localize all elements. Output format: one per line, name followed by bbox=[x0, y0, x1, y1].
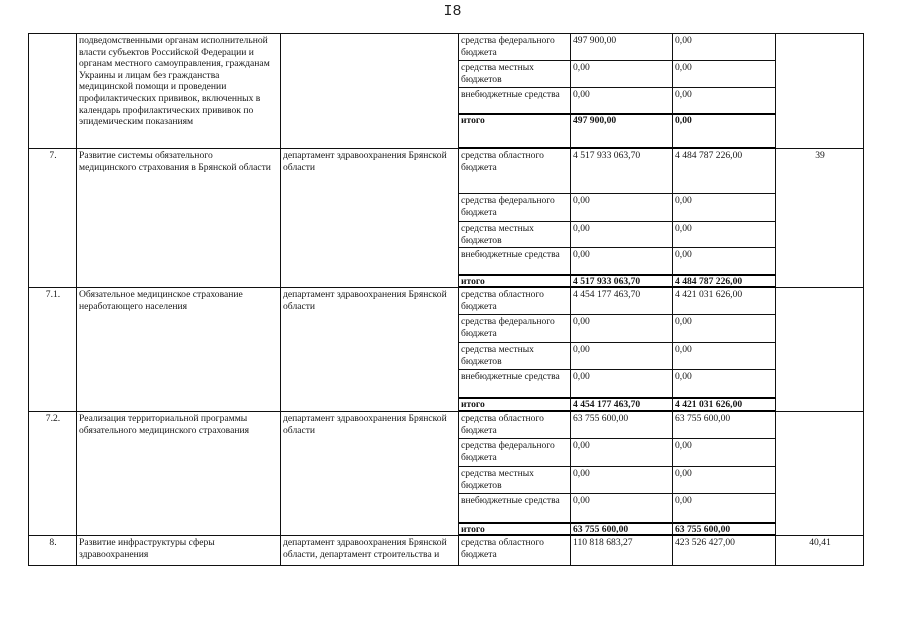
target-indicator-refs: 39 bbox=[776, 149, 864, 288]
total-amount-second-column: 63 755 600,00 bbox=[673, 524, 776, 536]
responsible-executor: департамент здравоохранения Брянской области bbox=[281, 412, 459, 536]
funding-source: внебюджетные средства bbox=[459, 88, 571, 115]
funding-source: средства областного бюджета bbox=[459, 288, 571, 315]
amount-second-column: 0,00 bbox=[673, 248, 776, 276]
amount-second-column: 0,00 bbox=[673, 194, 776, 222]
amount-second-column: 0,00 bbox=[673, 439, 776, 467]
funding-source: внебюджетные средства bbox=[459, 494, 571, 524]
amount-second-column: 4 421 031 626,00 bbox=[673, 288, 776, 315]
funding-source: средства местных бюджетов bbox=[459, 222, 571, 248]
funding-source: средства областного бюджета bbox=[459, 412, 571, 439]
amount-second-column: 0,00 bbox=[673, 222, 776, 248]
funding-source: средства областного бюджета bbox=[459, 536, 571, 566]
amount-first-column: 0,00 bbox=[571, 88, 673, 115]
page-number: I8 bbox=[443, 3, 462, 20]
target-indicator-refs bbox=[776, 412, 864, 536]
funding-source: внебюджетные средства bbox=[459, 248, 571, 276]
responsible-executor bbox=[281, 34, 459, 149]
amount-first-column: 0,00 bbox=[571, 370, 673, 399]
amount-second-column: 0,00 bbox=[673, 467, 776, 494]
amount-first-column: 4 454 177 463,70 bbox=[571, 288, 673, 315]
funding-source: средства областного бюджета bbox=[459, 149, 571, 194]
item-name: Реализация территориальной программы обязательного медицинского страхования bbox=[77, 412, 281, 536]
item-number: 7.2. bbox=[29, 412, 77, 536]
amount-second-column: 423 526 427,00 bbox=[673, 536, 776, 566]
total-amount-second-column: 0,00 bbox=[673, 115, 776, 149]
amount-first-column: 0,00 bbox=[571, 343, 673, 370]
total-amount-first-column: 4 454 177 463,70 bbox=[571, 399, 673, 412]
total-label: итого bbox=[459, 115, 571, 149]
responsible-executor: департамент здравоохранения Брянской области bbox=[281, 288, 459, 412]
funding-source: средства местных бюджетов bbox=[459, 61, 571, 88]
amount-second-column: 63 755 600,00 bbox=[673, 412, 776, 439]
total-label: итого bbox=[459, 399, 571, 412]
total-amount-first-column: 497 900,00 bbox=[571, 115, 673, 149]
amount-second-column: 0,00 bbox=[673, 494, 776, 524]
total-amount-second-column: 4 421 031 626,00 bbox=[673, 399, 776, 412]
total-amount-second-column: 4 484 787 226,00 bbox=[673, 276, 776, 288]
total-amount-first-column: 63 755 600,00 bbox=[571, 524, 673, 536]
funding-source: средства местных бюджетов bbox=[459, 343, 571, 370]
amount-second-column: 0,00 bbox=[673, 315, 776, 343]
amount-first-column: 63 755 600,00 bbox=[571, 412, 673, 439]
target-indicator-refs bbox=[776, 34, 864, 149]
amount-first-column: 0,00 bbox=[571, 248, 673, 276]
amount-second-column: 0,00 bbox=[673, 61, 776, 88]
amount-second-column: 0,00 bbox=[673, 370, 776, 399]
funding-source: средства федерального бюджета bbox=[459, 315, 571, 343]
funding-source: средства федерального бюджета bbox=[459, 194, 571, 222]
amount-first-column: 4 517 933 063,70 bbox=[571, 149, 673, 194]
amount-first-column: 0,00 bbox=[571, 467, 673, 494]
responsible-executor: департамент здравоохранения Брянской области bbox=[281, 149, 459, 288]
total-label: итого bbox=[459, 524, 571, 536]
funding-source: средства местных бюджетов bbox=[459, 467, 571, 494]
target-indicator-refs bbox=[776, 288, 864, 412]
amount-first-column: 0,00 bbox=[571, 439, 673, 467]
funding-source: средства федерального бюджета bbox=[459, 34, 571, 61]
amount-second-column: 0,00 bbox=[673, 88, 776, 115]
total-amount-first-column: 4 517 933 063,70 bbox=[571, 276, 673, 288]
item-number bbox=[29, 34, 77, 149]
amount-first-column: 0,00 bbox=[571, 194, 673, 222]
amount-second-column: 4 484 787 226,00 bbox=[673, 149, 776, 194]
program-funding-table bbox=[28, 33, 864, 566]
funding-source: средства федерального бюджета bbox=[459, 439, 571, 467]
item-name: Развитие системы обязательного медицинского страхования в Брянской области bbox=[77, 149, 281, 288]
item-number: 7. bbox=[29, 149, 77, 288]
funding-source: внебюджетные средства bbox=[459, 370, 571, 399]
amount-first-column: 110 818 683,27 bbox=[571, 536, 673, 566]
amount-first-column: 0,00 bbox=[571, 315, 673, 343]
target-indicator-refs: 40,41 bbox=[776, 536, 864, 566]
item-name: Развитие инфраструктуры сферы здравоохранения bbox=[77, 536, 281, 566]
amount-first-column: 0,00 bbox=[571, 494, 673, 524]
amount-first-column: 497 900,00 bbox=[571, 34, 673, 61]
item-name: подведомственными органам исполнительной власти субъектов Российской Федерации и органам местного самоуправления, гражданам Украины и лицам без гражданства медицинской помощи и проведении профилактических прививок, включенных в календарь профилактических прививок по эпидемическим показаниям bbox=[77, 34, 281, 149]
amount-first-column: 0,00 bbox=[571, 61, 673, 88]
amount-first-column: 0,00 bbox=[571, 222, 673, 248]
total-label: итого bbox=[459, 276, 571, 288]
item-number: 8. bbox=[29, 536, 77, 566]
item-number: 7.1. bbox=[29, 288, 77, 412]
amount-second-column: 0,00 bbox=[673, 343, 776, 370]
responsible-executor: департамент здравоохранения Брянской области, департамент строительства и bbox=[281, 536, 459, 566]
item-name: Обязательное медицинское страхование неработающего населения bbox=[77, 288, 281, 412]
amount-second-column: 0,00 bbox=[673, 34, 776, 61]
